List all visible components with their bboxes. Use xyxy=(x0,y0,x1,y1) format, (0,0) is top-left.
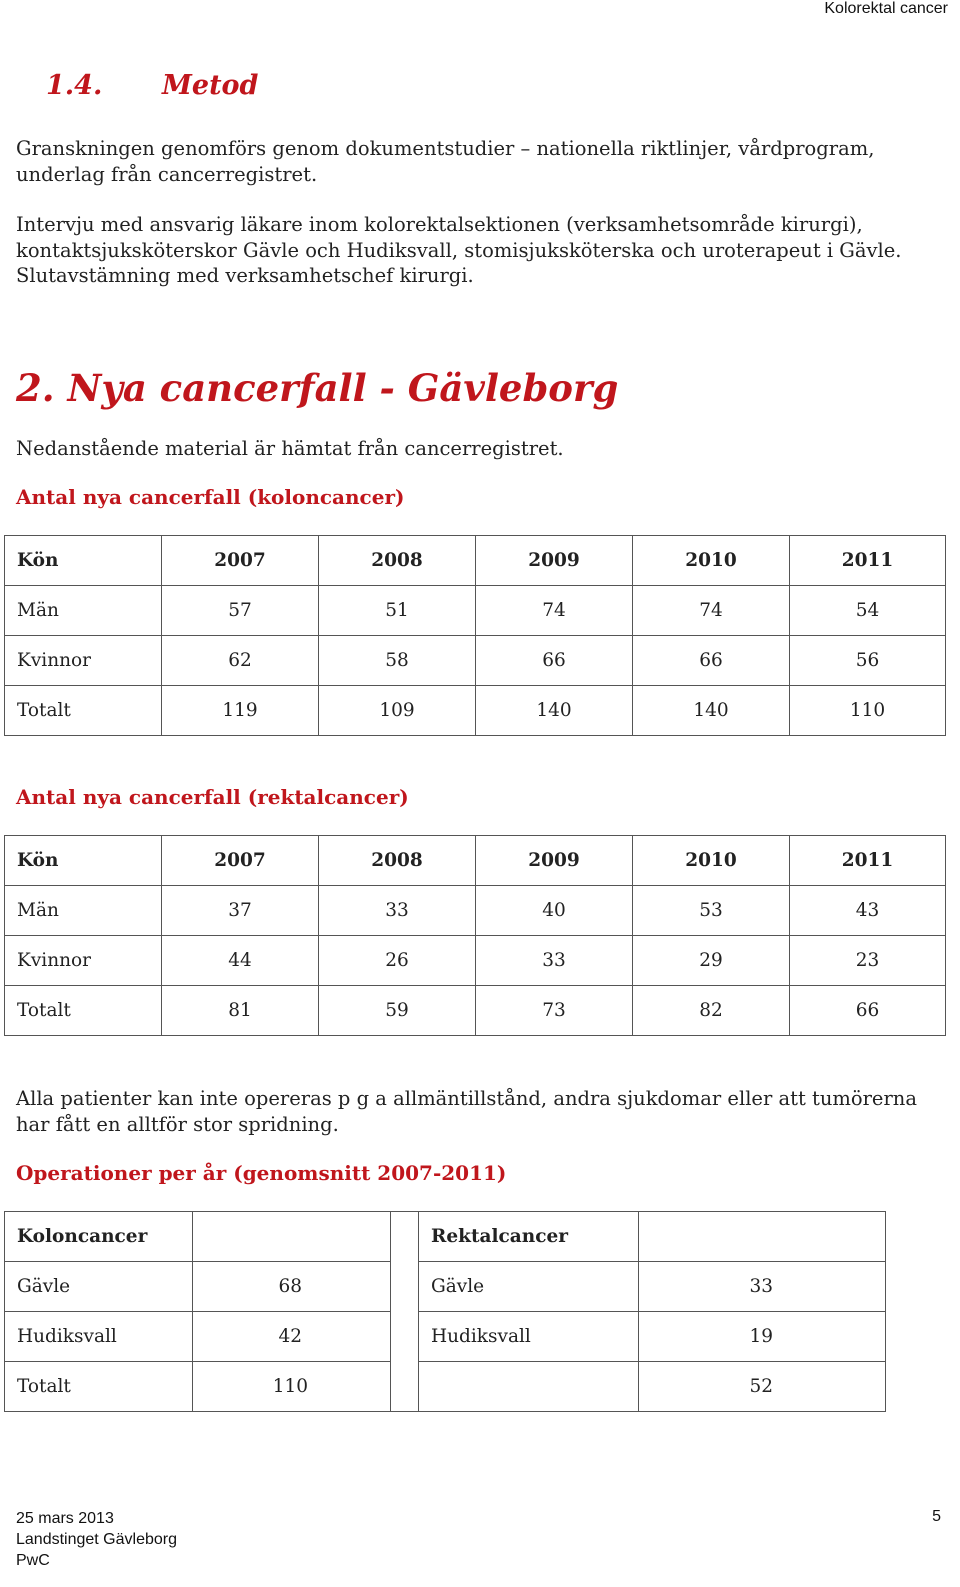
table-cell: 56 xyxy=(790,636,946,686)
colon-table-label: Antal nya cancerfall (koloncancer) xyxy=(16,485,405,509)
empty-cell xyxy=(193,1212,391,1262)
table-cell: 62 xyxy=(162,636,319,686)
table-cell: 58 xyxy=(319,636,476,686)
table-row xyxy=(5,886,946,936)
table-cell: 29 xyxy=(633,936,790,986)
row-label: Gävle xyxy=(5,1262,193,1312)
table-cell: 73 xyxy=(476,986,633,1036)
empty-cell xyxy=(639,1212,886,1262)
table-row xyxy=(5,636,946,686)
table-row xyxy=(5,1362,886,1412)
table-cell: 74 xyxy=(476,586,633,636)
table-cell: 57 xyxy=(162,586,319,636)
table-cell: 43 xyxy=(790,886,946,936)
table-cell: 37 xyxy=(162,886,319,936)
table-cell: 119 xyxy=(162,686,319,736)
operations-table xyxy=(4,1211,886,1412)
header-cell: 2011 xyxy=(790,836,946,886)
table-cell: 53 xyxy=(633,886,790,936)
header-cell: 2009 xyxy=(476,536,633,586)
page-number: 5 xyxy=(932,1508,941,1525)
table-header-row xyxy=(5,1212,886,1262)
table-cell: 23 xyxy=(790,936,946,986)
table-header-row xyxy=(5,536,946,586)
table-cell: 42 xyxy=(193,1312,391,1362)
section-number: 1.4. xyxy=(46,70,103,101)
header-cell: 2007 xyxy=(162,836,319,886)
page-footer xyxy=(16,1508,177,1571)
footer-date: 25 mars 2013 xyxy=(16,1510,114,1527)
header-cell: 2007 xyxy=(162,536,319,586)
table-cell: 68 xyxy=(193,1262,391,1312)
footer-company: PwC xyxy=(16,1552,50,1569)
row-label: Hudiksvall xyxy=(5,1312,193,1362)
table-cell: 54 xyxy=(790,586,946,636)
table-row xyxy=(5,686,946,736)
table-row xyxy=(5,986,946,1036)
table-cell: 59 xyxy=(319,986,476,1036)
table-row xyxy=(5,1312,886,1362)
colon-header: Koloncancer xyxy=(5,1212,193,1262)
table-cell: 33 xyxy=(319,886,476,936)
rectal-table-label: Antal nya cancerfall (rektalcancer) xyxy=(16,785,409,809)
table-cell: 40 xyxy=(476,886,633,936)
table-cell: 19 xyxy=(639,1312,886,1362)
header-cell: 2008 xyxy=(319,836,476,886)
table-cell: 82 xyxy=(633,986,790,1036)
table-row xyxy=(5,936,946,986)
rectal-header: Rektalcancer xyxy=(419,1212,639,1262)
row-label: Totalt xyxy=(5,986,162,1036)
table-cell: 110 xyxy=(193,1362,391,1412)
table-cell: 140 xyxy=(633,686,790,736)
table-cell: 26 xyxy=(319,936,476,986)
method-paragraph-2: Intervju med ansvarig läkare inom kolorektalsektionen (verksamhetsområde kirurgi), kontaktsjuksköterskor Gävle och Hudiksvall, stomisjuksköterska och uroterapeut i Gävle. Slutavstämning med verksamhetschef kirurgi. xyxy=(16,213,902,287)
table-header-row xyxy=(5,836,946,886)
table-cell: 140 xyxy=(476,686,633,736)
section-title: Metod xyxy=(162,70,259,101)
spacer-cell xyxy=(391,1312,419,1362)
table-cell: 110 xyxy=(790,686,946,736)
header-cell: Kön xyxy=(5,536,162,586)
colon-cancer-table xyxy=(4,535,946,736)
section-2-intro: Nedanstående material är hämtat från cancerregistret. xyxy=(16,437,564,460)
header-cell: 2009 xyxy=(476,836,633,886)
section-heading-1-4 xyxy=(46,70,259,101)
header-cell: Kön xyxy=(5,836,162,886)
operations-table-label: Operationer per år (genomsnitt 2007-2011) xyxy=(16,1161,507,1185)
running-header: Kolorektal cancer xyxy=(824,0,948,17)
spacer-cell xyxy=(391,1262,419,1312)
surgery-note: Alla patienter kan inte opereras p g a allmäntillstånd, andra sjukdomar eller att tumörerna har fått en alltför stor spridning. xyxy=(16,1087,917,1136)
table-cell: 66 xyxy=(476,636,633,686)
table-row xyxy=(5,586,946,636)
header-cell: 2011 xyxy=(790,536,946,586)
table-cell: 109 xyxy=(319,686,476,736)
header-cell: 2008 xyxy=(319,536,476,586)
row-label: Gävle xyxy=(419,1262,639,1312)
spacer-cell xyxy=(391,1362,419,1412)
table-cell: 51 xyxy=(319,586,476,636)
section-heading-2: 2. Nya cancerfall - Gävleborg xyxy=(16,366,619,410)
table-row xyxy=(5,1262,886,1312)
row-label: Totalt xyxy=(5,1362,193,1412)
table-cell: 81 xyxy=(162,986,319,1036)
table-cell: 33 xyxy=(639,1262,886,1312)
method-paragraph-1: Granskningen genomförs genom dokumentstudier – nationella riktlinjer, vårdprogram, underlag från cancerregistret. xyxy=(16,137,875,186)
table-cell: 66 xyxy=(633,636,790,686)
row-label: Totalt xyxy=(5,686,162,736)
spacer-cell xyxy=(391,1212,419,1262)
header-cell: 2010 xyxy=(633,536,790,586)
row-label: Kvinnor xyxy=(5,936,162,986)
table-cell: 66 xyxy=(790,986,946,1036)
table-cell: 44 xyxy=(162,936,319,986)
row-label: Män xyxy=(5,886,162,936)
row-label: Kvinnor xyxy=(5,636,162,686)
footer-organization: Landstinget Gävleborg xyxy=(16,1531,177,1548)
table-cell: 52 xyxy=(639,1362,886,1412)
table-cell: 33 xyxy=(476,936,633,986)
rectal-cancer-table xyxy=(4,835,946,1036)
row-label: Män xyxy=(5,586,162,636)
row-label: Hudiksvall xyxy=(419,1312,639,1362)
row-label xyxy=(419,1362,639,1412)
table-cell: 74 xyxy=(633,586,790,636)
header-cell: 2010 xyxy=(633,836,790,886)
